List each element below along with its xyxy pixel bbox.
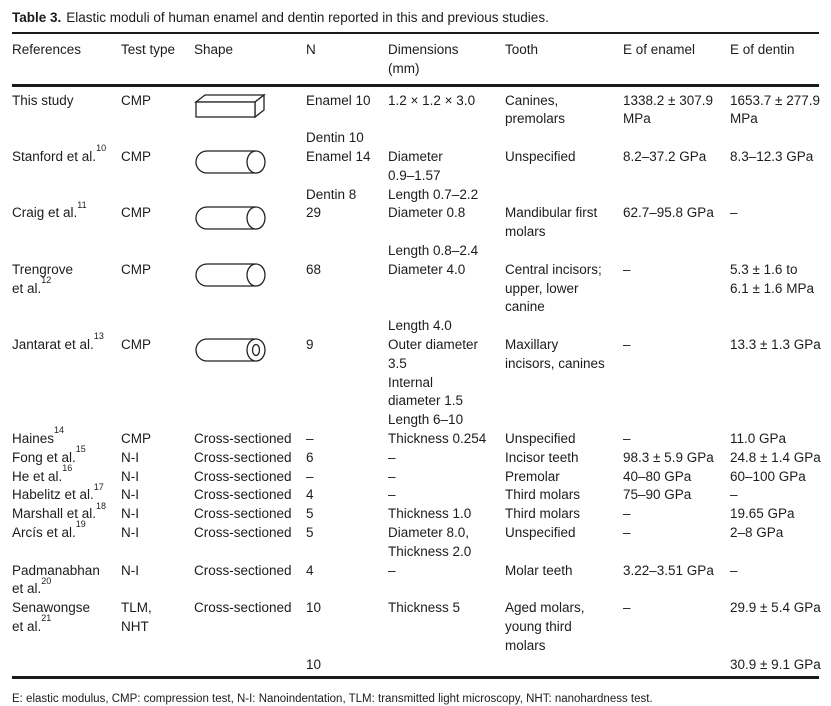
rule-table-bottom (12, 676, 819, 679)
shape-cell (194, 468, 306, 487)
table-row (12, 199, 819, 260)
cell-line: Craig et al.$^{11}$ (12, 199, 87, 221)
hollow-cylinder-icon (194, 337, 270, 366)
cell-line (388, 223, 499, 242)
shape-cell (194, 449, 306, 468)
cell-line (306, 637, 382, 656)
table-row (12, 425, 819, 449)
cell-line: Molar teeth (505, 562, 573, 578)
cell-line: MPa (730, 111, 758, 127)
cell-line: Length 0.8–2.4 (388, 242, 479, 258)
cell-line: Cross-sectioned (194, 430, 292, 446)
dimensions-cell (388, 468, 505, 487)
e-dentin-cell (730, 468, 819, 487)
cell-line: References (12, 42, 82, 57)
dimensions-cell (388, 430, 505, 449)
test-type-cell (121, 430, 194, 449)
cell-line (306, 167, 382, 186)
tooth-cell (505, 562, 623, 600)
cell-line: 3.22–3.51 GPa (623, 562, 714, 578)
tooth-cell (505, 261, 623, 336)
e-enamel-cell (623, 562, 730, 600)
n-cell (306, 486, 388, 505)
cell-line: – (623, 430, 631, 446)
cell-line: 1.2 × 1.2 × 3.0 (388, 92, 476, 108)
dimensions-cell (388, 449, 505, 468)
cell-line: Length 4.0 (388, 318, 452, 334)
cell-line: Thickness 5 (388, 600, 461, 616)
tooth-cell (505, 430, 623, 449)
cell-line: – (306, 430, 314, 446)
table-row (12, 481, 819, 505)
cell-line: – (623, 261, 631, 277)
cell-line: young third (505, 618, 572, 634)
dimensions-cell (388, 336, 505, 430)
cell-line: N-I (121, 487, 139, 503)
cell-line: – (730, 205, 738, 221)
table-row (12, 500, 819, 524)
cell-line: CMP (121, 92, 151, 108)
dimensions-cell (388, 204, 505, 260)
n-cell (306, 430, 388, 449)
test-type-cell (121, 505, 194, 524)
cell-line: upper, lower (505, 280, 579, 296)
cell-line (306, 618, 382, 637)
cell-line: molars (505, 224, 546, 240)
reference-cell (12, 562, 121, 600)
header-cell-e-dentin (730, 41, 819, 79)
table-header-row (12, 34, 819, 84)
cell-line: 24.8 ± 1.4 GPa (730, 449, 821, 465)
cell-line: canine (505, 299, 545, 315)
e-dentin-cell (730, 505, 819, 524)
cell-line: Stanford et al.$^{10}$ (12, 143, 107, 164)
cell-line: Thickness 0.254 (388, 430, 487, 446)
cell-line: – (623, 524, 631, 540)
cell-line: – (623, 336, 631, 352)
cell-line: 75–90 GPa (623, 487, 692, 503)
e-dentin-cell (730, 524, 819, 562)
cell-line: Third molars (505, 487, 581, 503)
table-title (12, 0, 819, 27)
shape-cell (194, 524, 306, 562)
cell-line: N-I (121, 449, 139, 465)
n-cell (306, 261, 388, 336)
table-row (12, 519, 819, 562)
cell-line: Senawongse (12, 600, 91, 616)
cell-line: Cross-sectioned (194, 487, 292, 503)
test-type-cell (121, 562, 194, 600)
tooth-cell (505, 92, 623, 148)
cell-line: 13.3 ± 1.3 GPa (730, 336, 821, 352)
shape-cell (194, 562, 306, 600)
cell-line: 4 (306, 562, 314, 578)
shape-cell (194, 430, 306, 449)
cell-line: CMP (121, 336, 151, 352)
shape-cell (194, 148, 306, 204)
cell-line: Diameter 0.8 (388, 205, 466, 221)
table-caption-text: Elastic moduli of human enamel and dentin reported in this and previous studies. (66, 10, 549, 25)
reference-cell (12, 519, 121, 562)
cell-line: 40–80 GPa (623, 468, 692, 484)
cell-line: 1338.2 ± 307.9 (623, 92, 713, 108)
test-type-cell (121, 336, 194, 430)
test-type-cell (121, 524, 194, 562)
table-body (12, 87, 819, 675)
test-type-cell (121, 486, 194, 505)
cell-line: 0.9–1.57 (388, 167, 441, 183)
cell-line: Dentin 10 (306, 130, 364, 146)
cell-line: 62.7–95.8 GPa (623, 205, 714, 221)
e-dentin-cell (730, 430, 819, 449)
tooth-cell (505, 599, 623, 674)
e-dentin-cell (730, 486, 819, 505)
cell-line: 11.0 GPa (730, 430, 787, 446)
cell-line: CMP (121, 148, 151, 164)
cell-line: Jantarat et al.$^{13}$ (12, 331, 104, 352)
cell-line: – (388, 449, 396, 465)
table-row (12, 261, 819, 336)
n-cell (306, 92, 388, 148)
tooth-cell (505, 524, 623, 562)
e-dentin-cell (730, 449, 827, 468)
e-enamel-cell (623, 430, 730, 449)
cell-line: 5.3 ± 1.6 to (730, 261, 798, 277)
cell-line: Cross-sectioned (194, 449, 292, 465)
dimensions-cell (388, 505, 505, 524)
cell-line: Diameter (388, 148, 443, 164)
cell-line: CMP (121, 430, 151, 446)
test-type-cell (121, 148, 194, 204)
cell-line: (mm) (388, 60, 420, 76)
cell-line: 3.5 (388, 355, 407, 371)
cell-line: Habelitz et al.$^{17}$ (12, 481, 104, 503)
cell-line: 6 (306, 449, 314, 465)
table-row (12, 463, 819, 487)
cell-line: 5 (306, 524, 314, 540)
test-type-cell (121, 204, 194, 260)
cell-line: Premolar (505, 468, 560, 484)
e-dentin-cell (730, 599, 827, 674)
header-cell-e-enamel (623, 41, 730, 79)
e-dentin-cell (730, 204, 819, 260)
e-dentin-cell (730, 261, 820, 336)
cylinder-icon (194, 149, 270, 178)
cell-line: This study (12, 92, 74, 108)
table-row (12, 92, 819, 148)
cell-line: Enamel 10 (306, 92, 371, 108)
header-cell-n (306, 41, 388, 79)
e-dentin-cell (730, 562, 819, 600)
cell-line: Aged molars, (505, 600, 585, 616)
cell-line: 6.1 ± 1.6 MPa (730, 280, 814, 296)
cell-line: molars (505, 637, 546, 653)
shape-cell (194, 505, 306, 524)
cell-line: N-I (121, 506, 139, 522)
cell-line (388, 280, 499, 299)
cell-line: Tooth (505, 42, 539, 57)
cell-line: Cross-sectioned (194, 524, 292, 540)
e-enamel-cell (623, 468, 730, 487)
table-number-label: Table 3. (12, 10, 62, 25)
e-enamel-cell (623, 204, 730, 260)
rectangular-prism-icon (194, 93, 270, 122)
shape-cell (194, 204, 306, 260)
tooth-cell (505, 204, 623, 260)
tooth-cell (505, 449, 623, 468)
cell-line: Cross-sectioned (194, 600, 292, 616)
cell-line: 8.2–37.2 GPa (623, 148, 707, 164)
cell-line: MPa (623, 111, 651, 127)
cell-line: Unspecified (505, 524, 576, 540)
cell-line: Cross-sectioned (194, 468, 292, 484)
cell-line: N-I (121, 468, 139, 484)
cell-line: Diameter 8.0, (388, 524, 470, 540)
cell-line: Thickness 2.0 (388, 543, 472, 559)
cell-line: – (388, 562, 396, 578)
cell-line: Mandibular first (505, 205, 598, 221)
n-cell (306, 562, 388, 600)
e-enamel-cell (623, 92, 730, 148)
reference-cell (12, 331, 121, 430)
cell-line: CMP (121, 205, 151, 221)
e-enamel-cell (623, 524, 730, 562)
e-enamel-cell (623, 599, 730, 674)
cell-line (730, 637, 821, 656)
test-type-cell (121, 261, 194, 336)
cell-line: premolars (505, 111, 566, 127)
dimensions-cell (388, 524, 505, 562)
tooth-cell (505, 468, 623, 487)
cylinder-icon (194, 262, 270, 291)
test-type-cell (121, 92, 194, 148)
n-cell (306, 336, 388, 430)
cell-line: 5 (306, 506, 314, 522)
cell-line: 19.65 GPa (730, 506, 795, 522)
cell-line: N (306, 42, 316, 57)
cell-line: Length 0.7–2.2 (388, 186, 479, 202)
table-row (12, 599, 819, 674)
cell-line: E of enamel (623, 42, 696, 57)
reference-cell (12, 92, 121, 148)
cell-line: NHT (121, 618, 149, 634)
n-cell (306, 204, 388, 260)
e-enamel-cell (623, 486, 730, 505)
cell-line: et al.$^{20}$ (12, 575, 52, 597)
e-dentin-cell (730, 336, 827, 430)
cell-line: 68 (306, 261, 322, 277)
cell-line: et al.$^{21}$ (12, 613, 52, 634)
dimensions-cell (388, 486, 505, 505)
table-footnote: E: elastic modulus, CMP: compression test, N-I: Nanoindentation, TLM: transmitted light microscopy, NHT: nanohardness test. (12, 692, 653, 705)
dimensions-cell (388, 562, 505, 600)
reference-cell (12, 463, 121, 487)
shape-cell (194, 336, 306, 430)
test-type-cell (121, 468, 194, 487)
e-enamel-cell (623, 148, 730, 204)
reference-cell (12, 500, 121, 524)
cell-line (306, 110, 382, 129)
cell-line (388, 298, 499, 317)
test-type-cell (121, 599, 194, 674)
cell-line: Padmanabhan (12, 562, 100, 578)
cell-line: 60–100 GPa (730, 468, 806, 484)
cell-line: Shape (194, 42, 234, 57)
reference-cell (12, 143, 121, 204)
e-enamel-cell (623, 505, 730, 524)
shape-cell (194, 599, 306, 674)
cell-line: 1653.7 ± 277.9 (730, 92, 820, 108)
cell-line: 29.9 ± 5.4 GPa (730, 600, 821, 616)
dimensions-cell (388, 261, 505, 336)
shape-cell (194, 92, 306, 148)
table-row (12, 331, 821, 430)
dimensions-cell (388, 599, 505, 674)
cell-line: 29 (306, 205, 322, 221)
cell-line: Diameter 4.0 (388, 261, 466, 277)
cell-line: – (388, 487, 396, 503)
cell-line: 2–8 GPa (730, 524, 784, 540)
cell-line: 9 (306, 336, 314, 352)
cell-line: Cross-sectioned (194, 506, 292, 522)
cell-line: incisors, canines (505, 355, 605, 371)
cell-line: E of dentin (730, 42, 795, 57)
cell-line: Canines, (505, 92, 559, 108)
cell-line: Unspecified (505, 430, 576, 446)
cell-line: Arcís et al.$^{19}$ (12, 519, 86, 540)
cell-line: Unspecified (505, 148, 576, 164)
cell-line: CMP (121, 261, 151, 277)
dimensions-cell (388, 92, 505, 148)
cell-line: Third molars (505, 506, 581, 522)
e-enamel-cell (623, 261, 730, 336)
cell-line: Thickness 1.0 (388, 506, 472, 522)
header-cell-tooth (505, 41, 623, 79)
cell-line: 30.9 ± 9.1 GPa (730, 656, 821, 672)
cell-line: N-I (121, 524, 139, 540)
cylinder-icon (194, 205, 270, 234)
cell-line: Maxillary (505, 336, 559, 352)
cell-line: Internal (388, 374, 434, 390)
table-row (12, 143, 819, 204)
cell-line: Central incisors; (505, 261, 602, 277)
cell-line: 98.3 ± 5.9 GPa (623, 449, 714, 465)
shape-cell (194, 486, 306, 505)
reference-cell (12, 261, 121, 336)
cell-line: Dentin 8 (306, 186, 357, 202)
cell-line: TLM, (121, 600, 152, 616)
table-row (12, 444, 821, 468)
n-cell (306, 468, 388, 487)
cell-line: He et al.$^{16}$ (12, 463, 73, 484)
n-cell (306, 505, 388, 524)
reference-cell (12, 599, 121, 674)
cell-line: – (388, 468, 396, 484)
reference-cell (12, 425, 121, 449)
e-enamel-cell (623, 449, 730, 468)
shape-cell (194, 261, 306, 336)
n-cell (306, 599, 388, 674)
header-cell-dimensions (388, 41, 505, 79)
e-enamel-cell (623, 336, 730, 430)
cell-line: Outer diameter (388, 336, 479, 352)
cell-line: – (623, 600, 631, 616)
cell-line: et al.$^{12}$ (12, 275, 52, 296)
e-dentin-cell (730, 148, 819, 204)
reference-cell (12, 199, 121, 260)
header-cell-test-type (121, 41, 194, 79)
cell-line: N-I (121, 562, 139, 578)
cell-line: Marshall et al.$^{18}$ (12, 500, 107, 522)
cell-line: – (623, 506, 631, 522)
cell-line: Fong et al.$^{15}$ (12, 444, 86, 465)
cell-line: – (306, 468, 314, 484)
cell-line: Incisor teeth (505, 449, 579, 465)
cell-line: Trengrove (12, 261, 74, 277)
n-cell (306, 524, 388, 562)
tooth-cell (505, 505, 623, 524)
cell-line: 4 (306, 487, 314, 503)
cell-line: 10 (306, 656, 322, 672)
cell-line: Haines$^{14}$ (12, 425, 65, 446)
n-cell (306, 148, 388, 204)
table-row (12, 562, 819, 600)
header-cell-references (12, 41, 121, 79)
e-dentin-cell (730, 92, 826, 148)
cell-line: 8.3–12.3 GPa (730, 148, 814, 164)
tooth-cell (505, 148, 623, 204)
cell-line: diameter 1.5 (388, 393, 464, 409)
cell-line: Length 6–10 (388, 412, 464, 428)
n-cell (306, 449, 388, 468)
cell-line: – (730, 487, 738, 503)
cell-line: 10 (306, 600, 322, 616)
dimensions-cell (388, 148, 505, 204)
cell-line: Test type (121, 42, 176, 57)
cell-line (730, 618, 821, 637)
header-cell-shape (194, 41, 306, 79)
tooth-cell (505, 336, 623, 430)
cell-line: Enamel 14 (306, 148, 371, 164)
cell-line: – (730, 562, 738, 578)
cell-line: Dimensions (388, 42, 459, 57)
test-type-cell (121, 449, 194, 468)
tooth-cell (505, 486, 623, 505)
cell-line: Cross-sectioned (194, 562, 292, 578)
